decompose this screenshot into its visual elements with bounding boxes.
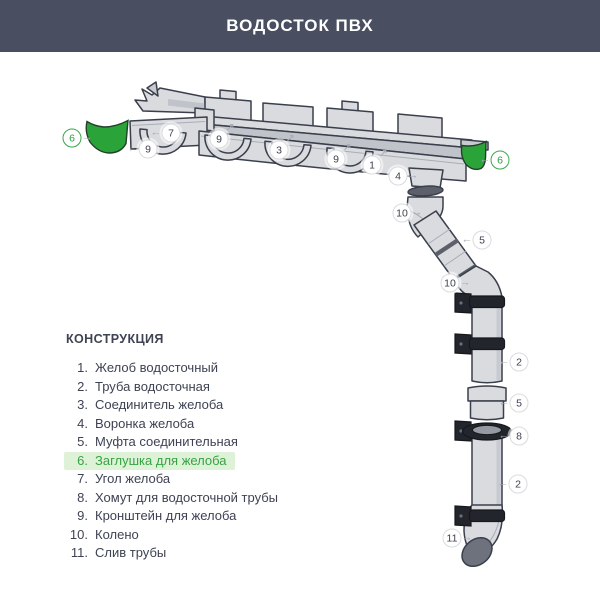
legend	[64, 332, 286, 563]
legend-title: КОНСТРУКЦИЯ	[66, 332, 164, 346]
callout-arrow-icon: →	[461, 531, 473, 544]
legend-item-8[interactable]	[64, 489, 286, 508]
callout-9[interactable]	[127, 140, 158, 159]
legend-item-label: Хомут для водосточной трубы	[95, 489, 279, 505]
callout-arrow-icon: →	[459, 276, 471, 289]
header-bar	[0, 0, 600, 52]
callout-arrow-icon: ↗	[342, 141, 352, 154]
legend-item-number: 5.	[77, 434, 88, 449]
callout-number: 6	[497, 154, 503, 166]
callout-9[interactable]	[210, 121, 235, 149]
callout-3[interactable]	[270, 132, 295, 160]
callout-arrow-icon: ←	[127, 142, 139, 155]
callout-number: 11	[446, 532, 458, 544]
callout-11[interactable]	[443, 529, 473, 548]
callout-number: 3	[276, 144, 282, 156]
callout-number: 5	[516, 397, 522, 409]
callout-arrow-icon: ←	[498, 396, 510, 409]
pipe-clamp-ring-hole	[473, 425, 502, 434]
legend-item-number: 2.	[77, 378, 88, 394]
legend-item-number: 6.	[77, 452, 88, 468]
pipe-clamp-block	[455, 293, 471, 313]
legend-item-number: 1.	[77, 360, 88, 375]
callout-arrow-icon: ↗	[378, 147, 388, 160]
legend-item-3[interactable]	[64, 396, 231, 415]
callout-4[interactable]	[389, 167, 419, 186]
legend-item-label: Труба водосточная	[95, 378, 210, 394]
callout-number: 9	[145, 143, 151, 155]
legend-item-2[interactable]	[64, 378, 218, 397]
legend-item-number: 7.	[77, 471, 88, 486]
legend-item-number: 3.	[77, 397, 88, 412]
callout-arrow-icon: ←	[461, 233, 473, 246]
legend-item-label: Слив трубы	[95, 545, 167, 560]
callout-2[interactable]	[498, 353, 529, 372]
callout-6[interactable]	[63, 129, 93, 148]
callout-number: 9	[333, 153, 339, 165]
callout-arrow-icon: →	[411, 206, 423, 219]
legend-item-label: Заглушка для желоба	[95, 452, 227, 468]
callout-number: 5	[479, 234, 485, 246]
page-title: ВОДОСТОК ПВХ	[226, 16, 374, 35]
legend-item-9[interactable]	[64, 507, 244, 526]
pipe-clamp-block	[455, 506, 471, 526]
legend-item-number: 10.	[69, 526, 88, 542]
legend-item-10[interactable]	[64, 526, 147, 545]
callout-number: 1	[369, 159, 375, 171]
callout-2[interactable]	[497, 475, 528, 494]
callout-number: 10	[444, 277, 456, 289]
callout-arrow-icon: ←	[479, 153, 491, 166]
callout-arrow-icon: →	[81, 131, 93, 144]
pipe-clamp-block	[455, 334, 471, 354]
callout-number: 4	[395, 170, 401, 182]
pipe-clamp-band	[470, 296, 505, 308]
callout-7[interactable]	[150, 124, 181, 143]
callout-number: 8	[516, 430, 522, 442]
legend-item-7[interactable]	[64, 470, 178, 489]
legend-item-label: Кронштейн для желоба	[95, 508, 237, 523]
callout-8[interactable]	[498, 427, 529, 446]
legend-item-4[interactable]	[64, 415, 202, 434]
callout-number: 2	[516, 356, 522, 368]
legend-item-label: Угол желоба	[95, 471, 171, 486]
legend-item-label: Желоб водосточный	[95, 360, 218, 375]
callout-arrow-icon: ↗	[225, 121, 235, 134]
legend-item-number: 9.	[77, 508, 88, 523]
callout-1[interactable]	[363, 147, 388, 175]
callout-arrow-icon: ←	[497, 477, 509, 490]
legend-item-5[interactable]	[64, 433, 246, 452]
callout-arrow-icon: ←	[498, 355, 510, 368]
legend-item-label: Колено	[95, 526, 139, 542]
callout-9[interactable]	[327, 141, 352, 169]
callout-number: 9	[216, 133, 222, 145]
legend-item-label: Воронка желоба	[95, 415, 195, 431]
legend-item-6[interactable]	[64, 452, 235, 471]
callout-number: 10	[396, 207, 408, 219]
callout-number: 7	[168, 127, 174, 139]
legend-item-number: 11.	[70, 545, 88, 560]
callout-number: 6	[69, 132, 75, 144]
legend-item-label: Муфта соединительная	[95, 434, 238, 449]
callout-number: 2	[515, 478, 521, 490]
legend-item-label: Соединитель желоба	[95, 397, 224, 412]
callout-6[interactable]	[479, 151, 510, 170]
legend-item-1[interactable]	[64, 359, 226, 378]
callout-5[interactable]	[498, 394, 529, 413]
callout-arrow-icon: →	[407, 169, 419, 182]
legend-item-11[interactable]	[64, 544, 174, 563]
legend-item-number: 4.	[77, 415, 88, 431]
callout-arrow-icon: ←	[150, 126, 162, 139]
legend-item-number: 8.	[77, 489, 88, 505]
pipe-clamp-band	[470, 338, 505, 350]
callout-10[interactable]	[393, 204, 423, 223]
legend-items	[64, 359, 286, 563]
callout-arrow-icon: ↗	[285, 132, 295, 145]
pipe-clamp-band	[470, 510, 505, 522]
callout-arrow-icon: ←	[498, 429, 510, 442]
callout-5[interactable]	[461, 231, 492, 250]
callout-10[interactable]	[441, 274, 471, 293]
